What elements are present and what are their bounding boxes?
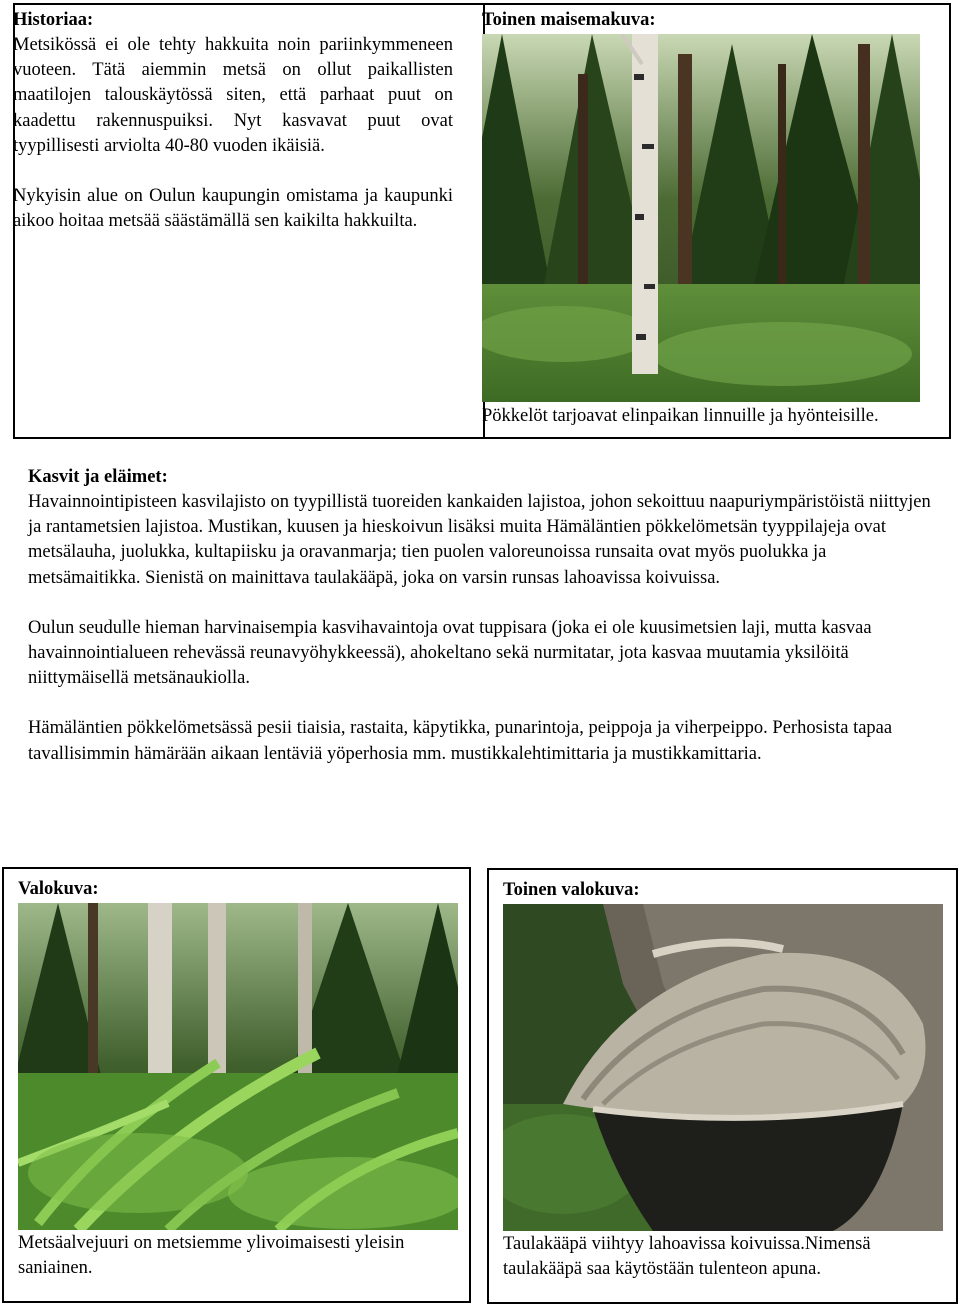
flora-fauna-paragraph-1: Havainnointipisteen kasvilajisto on tyypillistä tuoreiden kankaiden lajistoa, johon sekoittuu naapuriympäristöistä niittyjen ja rantametsien lajistoa. Mustikan, kuusen ja hieskoivun lisäksi muita Hämäläntien pökkelömetsän tyyppilajeja ovat metsälauha, juolukka, kultapiisku ja oravanmarja; tien puolen valoreunoissa runsaita ovat myös puolukka ja metsämaitikka. Sienistä on mainittava taulakääpä, joka on varsin runsas lahoavissa koivuissa. bbox=[28, 492, 931, 588]
landscape-photo bbox=[482, 34, 920, 402]
flora-fauna-heading: Kasvit ja eläimet: bbox=[28, 467, 168, 487]
fungus-photo bbox=[503, 904, 943, 1231]
flora-fauna-paragraph-3: Hämäläntien pökkelömetsässä pesii tiaisia, rastaita, käpytikka, punarintoja, peippoja ja viherpeippo. Perhosista tapaa tavallisimmin hämärään aikaan lentäviä yöperhosia mm. mustikkalehtimittaria ja mustikkamittaria. bbox=[28, 718, 893, 764]
photo-heading: Valokuva: bbox=[18, 879, 99, 899]
photo-caption: Metsäalvejuuri on metsiemme ylivoimaisesti yleisin saniainen. bbox=[18, 1233, 405, 1279]
photo-cell-fungus bbox=[487, 868, 958, 1304]
history-paragraph-2: Nykyisin alue on Oulun kaupungin omistama ja kaupunki aikoo hoitaa metsää säästämällä sen kaikilta hakkuilta. bbox=[13, 186, 453, 232]
history-section bbox=[13, 8, 453, 234]
landscape-heading: Toinen maisemakuva: bbox=[482, 10, 656, 30]
photo-cell-fern bbox=[2, 867, 471, 1303]
flora-fauna-paragraph-2: Oulun seudulle hieman harvinaisempia kasvihavaintoja ovat tuppisara (joka ei ole kuusimetsien laji, mutta kasvaa havainnointialueen rehevässä reunavyöhykkeessä), ahokeltano sekä nurmitatar, jota kasvaa muutamia yksilöitä niittymäisellä metsänaukiolla. bbox=[28, 617, 872, 689]
history-heading: Historiaa: bbox=[13, 10, 94, 30]
history-paragraph-1: Metsikössä ei ole tehty hakkuita noin pariinkymmeneen vuoteen. Tätä aiemmin metsä on ollut paikallisten maatilojen talouskäytössä siten, että parhaat puut on kaadettu rakennuspuiksi. Nyt kasvavat puut ovat tyypillisesti arviolta 40-80 vuoden ikäisiä. bbox=[13, 35, 453, 156]
flora-fauna-section bbox=[28, 465, 940, 767]
landscape-caption: Pökkelöt tarjoavat elinpaikan linnuille ja hyönteisille. bbox=[482, 406, 879, 426]
second-photo-caption: Taulakääpä viihtyy lahoavissa koivuissa.Nimensä taulakääpä saa käytöstään tulenteon apuna. bbox=[503, 1234, 871, 1280]
fern-photo bbox=[18, 903, 458, 1230]
second-photo-heading: Toinen valokuva: bbox=[503, 880, 640, 900]
